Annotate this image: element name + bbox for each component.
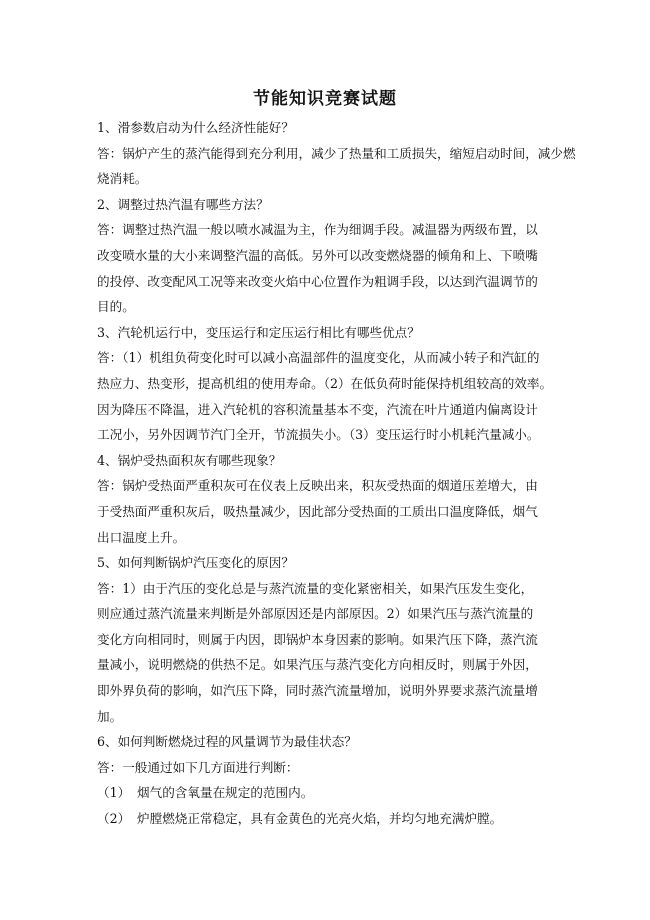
answer-5-line-4: 量减小，说明燃烧的供热不足。如果汽压与蒸汽变化方向相反时，则属于外因， xyxy=(97,657,538,673)
answer-1-line-1: 答：锅炉产生的蒸汽能得到充分利用，减少了热量和工质损失，缩短启动时间，减少燃 xyxy=(97,145,576,161)
answer-4-line-3: 出口温度上升。 xyxy=(97,529,186,545)
question-4: 4、锅炉受热面积灰有哪些现象？ xyxy=(97,452,282,468)
answer-2-line-4: 目的。 xyxy=(97,299,135,315)
item-number: （2） xyxy=(97,811,131,827)
answer-5-line-5: 即外界负荷的影响，如汽压下降，同时蒸汽流量增加，说明外界要求蒸汽流量增 xyxy=(97,683,538,699)
question-2: 2、调整过热汽温有哪些方法？ xyxy=(97,196,269,212)
document-title: 节能知识竞赛试题 xyxy=(253,89,397,109)
answer-3-line-4: 工况小，另外因调节汽门全开，节流损失小。（3）变压运行时小机耗汽量减小。 xyxy=(97,427,540,443)
document-body xyxy=(97,115,597,832)
answer-6-item-2 xyxy=(97,806,597,832)
item-text: 炉膛燃烧正常稳定，具有金黄色的光亮火焰，并均匀地充满炉膛。 xyxy=(137,811,503,827)
answer-5-line-6: 加。 xyxy=(97,708,123,724)
item-text: 烟气的含氧量在规定的范围内。 xyxy=(137,785,314,801)
answer-2-line-2: 改变喷水量的大小来调整汽温的高低。另外可以改变燃烧器的倾角和上、下喷嘴 xyxy=(97,247,538,263)
question-3: 3、汽轮机运行中，变压运行和定压运行相比有哪些优点？ xyxy=(97,324,420,340)
answer-4-line-1: 答：锅炉受热面严重积灰可在仪表上反映出来，积灰受热面的烟道压差增大，由 xyxy=(97,478,538,494)
question-6: 6、如何判断燃烧过程的风量调节为最佳状态？ xyxy=(97,734,357,750)
answer-5-line-3: 变化方向相同时，则属于内因，即锅炉本身因素的影响。如果汽压下降，蒸汽流 xyxy=(97,631,538,647)
question-5: 5、如何判断锅炉汽压变化的原因？ xyxy=(97,555,294,571)
answer-5-line-2: 则应通过蒸汽流量来判断是外部原因还是内部原因。2）如果汽压与蒸汽流量的 xyxy=(97,606,534,622)
answer-6-item-1 xyxy=(97,780,597,806)
item-number: （1） xyxy=(97,785,131,801)
answer-4-line-2: 于受热面严重积灰后，吸热量减少，因此部分受热面的工质出口温度降低，烟气 xyxy=(97,503,538,519)
answer-6-intro: 答：一般通过如下几方面进行判断： xyxy=(97,759,299,775)
question-1: 1、滑参数启动为什么经济性能好？ xyxy=(97,120,294,135)
answer-2-line-3: 的投停、改变配风工况等来改变火焰中心位置作为粗调手段，以达到汽温调节的 xyxy=(97,273,538,289)
answer-2-line-1: 答：调整过热汽温一般以喷水减温为主，作为细调手段。减温器为两级布置，以 xyxy=(97,222,538,238)
answer-3-line-1: 答：（1）机组负荷变化时可以减小高温部件的温度变化，从而减小转子和汽缸的 xyxy=(97,350,540,366)
answer-1-line-2: 烧消耗。 xyxy=(97,171,148,187)
answer-3-line-2: 热应力、热变形，提高机组的使用寿命。（2）在低负荷时能保持机组较高的效率。 xyxy=(97,375,553,391)
answer-5-line-1: 答：1）由于汽压的变化总是与蒸汽流量的变化紧密相关，如果汽压发生变化， xyxy=(97,580,534,596)
answer-3-line-3: 因为降压不降温，进入汽轮机的容积流量基本不变，汽流在叶片通道内偏离设计 xyxy=(97,401,538,417)
